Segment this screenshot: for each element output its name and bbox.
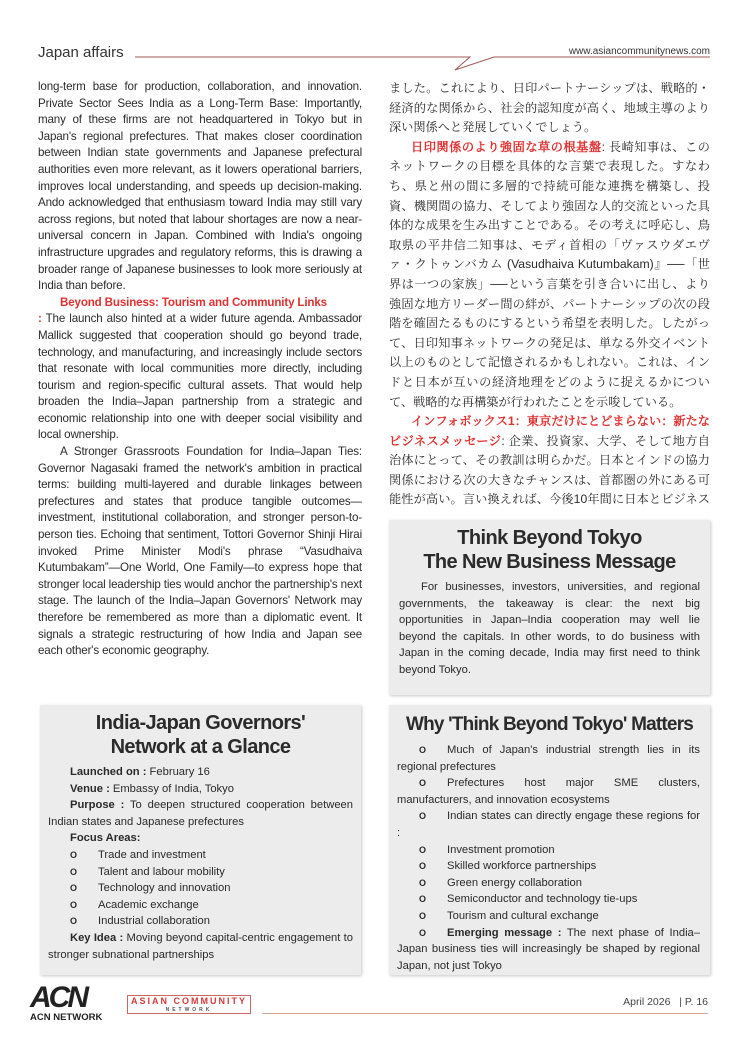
list-item-text: Investment promotion [447,843,555,856]
field-label: Venue : [70,782,110,795]
list-item [397,808,700,841]
list-item [48,913,353,930]
article-paragraph: ました。これにより、日印パートナーシップは、戦略的・経済的な関係から、社会的認知度が高く、地域主導のより深い関係へと発展していくでしょう。 [389,81,710,135]
bullet-icon: O [419,861,427,872]
list-item [48,864,353,881]
badge-main-text: ASIAN COMMUNITY [131,996,247,1006]
badge-sub-text: NETWORK [165,1007,213,1013]
list-item-text: Industrial collaboration [98,915,210,928]
list-item-text: Much of Japan's industrial strength lies in its regional prefectures [397,744,700,773]
page-number: | P. 16 [679,996,708,1008]
bullet-icon: O [419,910,427,921]
bullet-icon: O [419,894,427,905]
bullet-icon: O [70,916,78,927]
list-item [397,858,700,875]
infobox-network-glance [40,705,361,975]
field-value: February 16 [146,766,210,778]
bullet-icon: O [419,927,427,938]
list-item-text: Technology and innovation [98,882,231,895]
list-item [48,880,353,897]
field-label: Emerging message : [447,926,562,939]
left-column [38,79,362,699]
list-item-text: Green energy collaboration [447,876,582,889]
subheading: 日印関係のより強固な草の根基盤 [411,139,602,154]
emerging-message [397,925,700,975]
issue-date: April 2026 [623,996,671,1008]
bullet-icon: O [419,745,427,755]
infobox-title: Network at a Glance [110,736,291,758]
bullet-icon: O [70,883,78,894]
footer-rule [262,1013,708,1014]
field-value: To deepen structured cooperation between Indian states and Japanese prefectures [48,799,353,828]
right-column [389,79,710,511]
list-item-text: Talent and labour mobility [98,865,225,878]
focus-areas-label: Focus Areas: [70,832,141,845]
list-item-text: Prefectures host major SME clusters, manufacturers, and innovation ecosystems [397,777,700,806]
field-label: Launched on : [70,766,147,778]
list-item [48,847,353,864]
list-item-text: Tourism and cultural exchange [447,909,599,922]
paragraph-text: The launch also hinted at a wider future agenda. Ambassador Mallick suggested that cooperation should go beyond trade, technology, and manufacturing, and increasingly include sectors that resonate with local communities more directly, including tourism and region-specific cultural assets. That would help broaden the India–Japan partnership from a strategic and economic relationship into one with deeper social visibility and local ownership. [38,312,362,442]
bullet-icon: O [419,844,427,855]
bullet-icon: O [419,778,427,789]
list-item [397,842,700,859]
field-label: Purpose : [70,799,125,812]
launch-date-row [48,764,353,781]
acn-logo-text: ACN NETWORK [30,1012,103,1023]
subheading: Beyond Business: Tourism and Community Links [60,295,327,309]
list-item [397,742,700,775]
header-rule [0,0,748,80]
issue-info [623,996,708,1008]
list-item [397,908,700,925]
list-item-text: Indian states can directly engage these regions for : [397,810,700,839]
paragraph-text: : 企業、投資家、大学、そして地方自治体にとって、その教訓は明らかだ。日本とインドの協力関係における次の大きなチャンスは、首都圏の外にある可能性が高い。言い換えれば、今後10年間に日本とビジネス [389,433,710,507]
list-item-text: Academic exchange [98,898,199,911]
bullet-icon: O [419,811,427,822]
bullet-icon: O [70,899,78,910]
article-paragraph [38,295,362,444]
infobox-title: Think Beyond Tokyo [457,527,642,549]
infobox-title: India-Japan Governors' [95,712,306,734]
paragraph-text: : 長崎知事は、このネットワークの目標を具体的な言葉で表現した。すなわち、県と州の間に多層的で持続可能な連携を構築し、投資、機関間の協力、そしてより強固な人的交流といった具体的な成果を生み出すことである。その考えに呼応し、鳥取県の平井信二知事は、モディ首相の「ヴァスウダエヴァ・クトゥンバカム (Vasudhaiva Kutumbakam)』──「世界は一つの家族」──という言葉を引き合いに出し、より強固な地方リーダー間の絆が、パートナーシップの次の段階を確固たるものにするという希望を表明した。したがって、日印知事ネットワークの発足は、単なる外交イベント以上のものとして記憶されるかもしれない。これは、インドと日本が互いの経済地理をどのように捉えるかについて、戦略的な再構築が行われたことを示唆している。 [389,139,710,409]
article-paragraph [389,412,710,511]
field-value: Moving beyond capital-centric engagement to stronger subnational partnerships [48,931,353,961]
bullet-icon: O [70,866,78,877]
site-url[interactable]: www.asiancommunitynews.com [568,46,710,57]
acn-logo [30,981,103,1024]
field-value: Embassy of India, Tokyo [109,782,234,795]
list-item [48,897,353,914]
infobox-think-beyond-tokyo [389,520,710,695]
list-item-text: Trade and investment [98,848,206,861]
article-paragraph: long-term base for production, collaboration, and innovation. Private Sector Sees India as a Long-Term Base: Importantly, many of these firms are not headquartered in Tokyo but in Japan's regional prefectures. That makes closer coordination between Indian state governments and Japanese prefectural authorities even more relevant, as it lowers operational barriers, improves local understanding, and speeds up decision-making. Ando acknowledged that enthusiasm toward India may still vary across regions, but noted that labour shortages are now a near-universal concern in Japan. Combined with India's ongoing infrastructure upgrades and regulatory reforms, this is drawing a broader range of Japanese businesses to look more seriously at India than before. [38,80,362,293]
asian-community-badge [127,995,251,1014]
subheading: インフォボックス1：東京だけにとどまらない：新たなビジネスメッセージ [389,414,710,448]
bullet-icon: O [419,877,427,888]
key-idea-row [48,930,353,963]
list-item-text: Skilled workforce partnerships [447,860,597,873]
field-label: Key Idea : [70,931,124,944]
subheading-colon: : [38,312,42,326]
infobox-title: Why 'Think Beyond Tokyo' Matters [405,714,694,735]
list-item [397,875,700,892]
article-paragraph [389,138,710,412]
infobox-title: The New Business Message [423,551,676,573]
purpose-row [48,797,353,830]
venue-row [48,781,353,798]
infobox-why-matters [389,705,710,975]
section-title: Japan affairs [38,44,124,61]
list-item [397,775,700,808]
list-item [397,891,700,908]
article-paragraph: A Stronger Grassroots Foundation for India–Japan Ties: Governor Nagasaki framed the network's ambition in practical terms: building multi-layered and durable linkages between prefectures and states that produce tangible outcomes—investment, institutional collaboration, and stronger person-to-person ties. Echoing that sentiment, Tottori Governor Shinji Hirai invoked Prime Minister Modi's phrase “Vasudhaiva Kutumbakam”—One World, One Family—to express hope that stronger local leadership ties would anchor the partnership's next stage. The launch of the India–Japan Governors' Network may therefore be remembered as more than a diplomatic event. It signals a strategic restructuring of how India and Japan see each other's economic geography. [38,445,362,658]
field-value: The next phase of India–Japan business ties will increasingly be shaped by regional Japan, not just Tokyo [397,926,700,972]
list-item-text: Semiconductor and technology tie-ups [447,893,638,906]
bullet-icon: O [70,849,78,860]
acn-logo-mark: ACN [30,981,86,1014]
infobox-text: For businesses, investors, universities, and regional governments, the takeaway is clear: the next big opportunities in Japan–India cooperation may well lie beyond the capitals. In other words, to do business with Japan in the coming decade, India may first need to think beyond Tokyo. [399,581,700,676]
